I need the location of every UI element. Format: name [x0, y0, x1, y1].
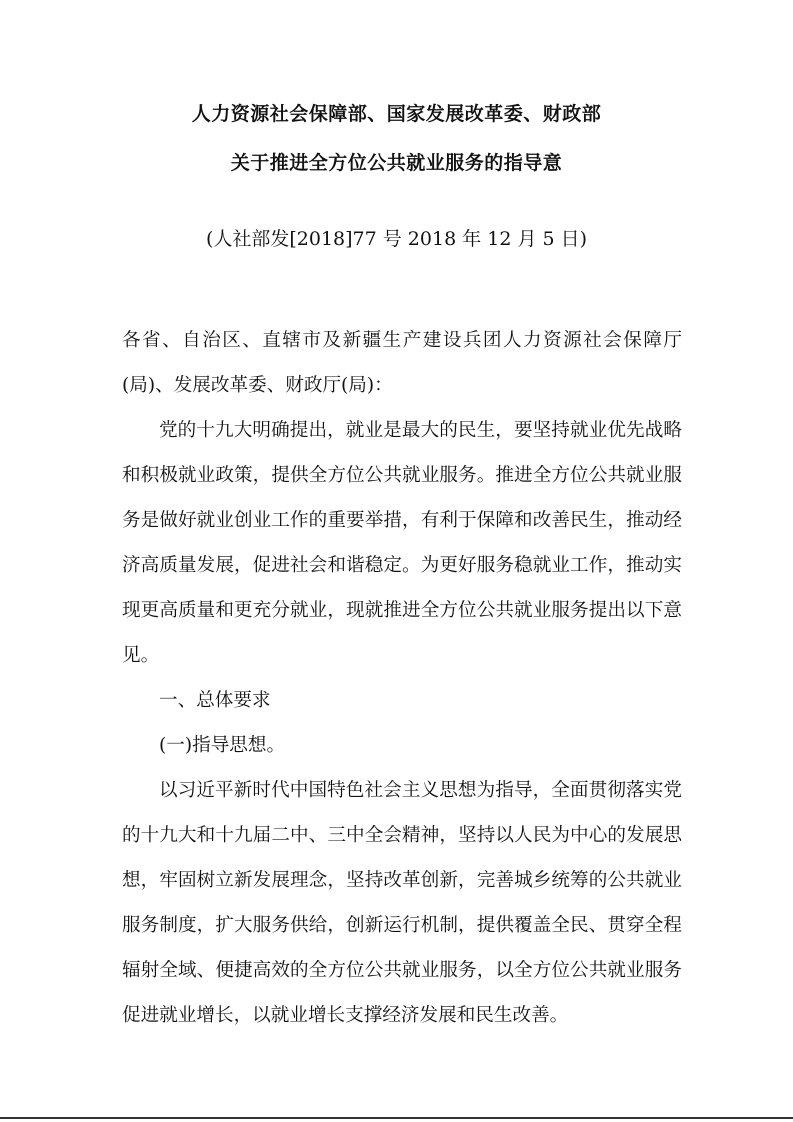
- document-title-line-1: 人力资源社会保障部、国家发展改革委、财政部: [191, 103, 602, 125]
- salutation-paragraph: 各省、自治区、直辖市及新疆生产建设兵团人力资源社会保障厅(局)、发展改革委、财政厅(局)：: [122, 330, 682, 396]
- intro-paragraph: 党的十九大明确提出，就业是最大的民生，要坚持就业优先战略和积极就业政策，提供全方位公共就业服务。推进全方位公共就业服务是做好就业创业工作的重要举措，有利于保障和改善民生，推动经济高质量发展，促进社会和谐稳定。为更好服务稳就业工作，推动实现更高质量和更充分就业，现就推进全方位公共就业服务提出以下意见。: [122, 420, 682, 666]
- section-heading: 一、总体要求: [159, 690, 271, 711]
- document-title-line-2: 关于推进全方位公共就业服务的指导意: [230, 152, 563, 174]
- page-bottom-rule: [0, 1117, 793, 1119]
- document-number: (人社部发[2018]77 号 2018 年 12 月 5 日): [205, 228, 588, 250]
- subsection-heading: (一)指导思想。: [159, 735, 286, 756]
- guiding-thought-paragraph: 以习近平新时代中国特色社会主义思想为指导，全面贯彻落实党的十九大和十九届二中、三中全会精神，坚持以人民为中心的发展思想，牢固树立新发展理念，坚持改革创新，完善城乡统筹的公共就业服务制度，扩大服务供给，创新运行机制，提供覆盖全民、贯穿全程辐射全域、便捷高效的全方位公共就业服务，以全方位公共就业服务促进就业增长，以就业增长支撑经济发展和民生改善。: [122, 780, 682, 1026]
- document-body: [122, 318, 682, 1038]
